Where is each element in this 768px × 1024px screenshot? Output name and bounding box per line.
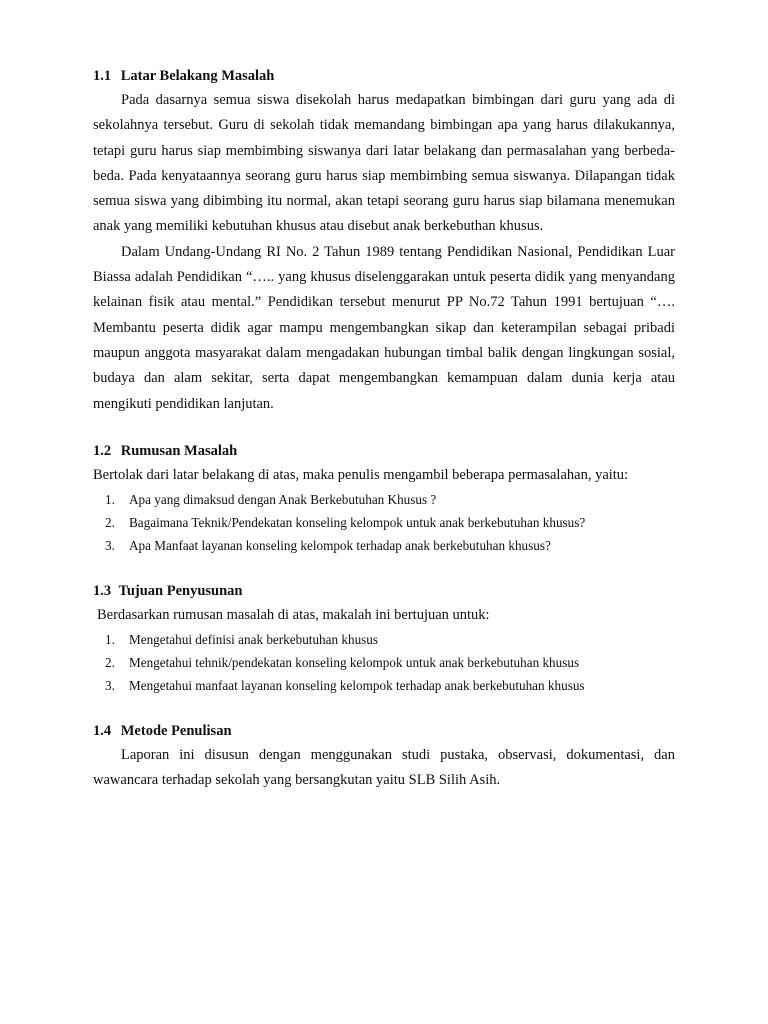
section-intro: Bertolak dari latar belakang di atas, maka penulis mengambil beberapa permasalahan, yaitu: (93, 466, 629, 483)
section-number: 1.1 (93, 68, 112, 84)
list-text: Bagaimana Teknik/Pendekatan konseling kelompok untuk anak berkebutuhan khusus? (129, 514, 586, 530)
section-heading-rumusan-masalah (93, 439, 675, 463)
section-title: Rumusan Masalah (120, 442, 238, 459)
section-title: Latar Belakang Masalah (120, 68, 275, 84)
list-item (93, 651, 675, 674)
section-number: 1.3 (93, 582, 112, 599)
paragraph: Dalam Undang-Undang RI No. 2 Tahun 1989 tentang Pendidikan Nasional, Pendidikan Luar Biassa adalah Pendidikan “….. yang khusus diselenggarakan untuk peserta didik yang menyandang kelainan fisik atau mental.” Pendidikan tersebut menurut PP No.72 Tahun 1991 bertujuan “…. Membantu peserta didik agar mampu mengembangkan sikap dan keterampilan sebagai pribadi maupun anggota masyarakat dalam mengadakan hubungan timbal balik dengan lingkungan sosial, budaya dan alam sekitar, serta dapat mengembangkan kemampuan dalam dunia kerja atau mengikuti pendidikan lanjutan. (93, 243, 675, 412)
list-text: Mengetahui tehnik/pendekatan konseling kelompok untuk anak berkebutuhan khusus (129, 654, 580, 670)
list-number: 1. (105, 491, 115, 507)
section-heading-metode-penulisan (93, 719, 675, 743)
list-item (93, 511, 675, 534)
list-item (93, 674, 675, 697)
paragraph: Laporan ini disusun dengan menggunakan studi pustaka, observasi, dokumentasi, dan wawancara terhadap sekolah yang bersangkutan yaitu SLB Silih Asih. (93, 746, 675, 789)
list-number: 2. (105, 514, 115, 530)
document-page (93, 64, 675, 793)
objective-list (93, 628, 675, 697)
problem-list (93, 488, 675, 557)
list-text: Mengetahui manfaat layanan konseling kelompok terhadap anak berkebutuhan khusus (129, 677, 585, 693)
section-title: Tujuan Penyusunan (118, 582, 243, 599)
section-intro: Berdasarkan rumusan masalah di atas, makalah ini bertujuan untuk: (97, 606, 490, 623)
list-item (93, 628, 675, 651)
list-number: 1. (105, 631, 115, 647)
section-number: 1.2 (93, 442, 112, 459)
list-number: 3. (105, 537, 115, 553)
list-text: Mengetahui definisi anak berkebutuhan khusus (129, 631, 379, 647)
list-text: Apa yang dimaksud dengan Anak Berkebutuhan Khusus ? (129, 491, 437, 507)
section-number: 1.4 (93, 722, 112, 739)
section-title: Metode Penulisan (120, 722, 232, 739)
paragraph: Pada dasarnya semua siswa disekolah harus medapatkan bimbingan dari guru yang ada di sekolahnya tersebut. Guru di sekolah tidak memandang bimbingan apa yang harus dilakukannya, tetapi guru harus siap membimbing siswanya dari latar belakang dan permasalahan yang berbeda-beda. Pada kenyataannya seorang guru harus siap membimbing semua siswanya. Dilapangan tidak semua siswa yang dibimbing itu normal, akan tetapi seorang guru harus siap bilamana menemukan anak yang memiliki kebutuhan khusus atau disebut anak berkebuthan khusus. (93, 92, 675, 235)
list-number: 2. (105, 654, 115, 670)
list-item (93, 488, 675, 511)
list-number: 3. (105, 677, 115, 693)
section-heading-latar-belakang (93, 64, 675, 88)
list-item (93, 534, 675, 557)
list-text: Apa Manfaat layanan konseling kelompok terhadap anak berkebutuhan khusus? (129, 537, 551, 553)
section-heading-tujuan-penyusunan (93, 579, 675, 603)
